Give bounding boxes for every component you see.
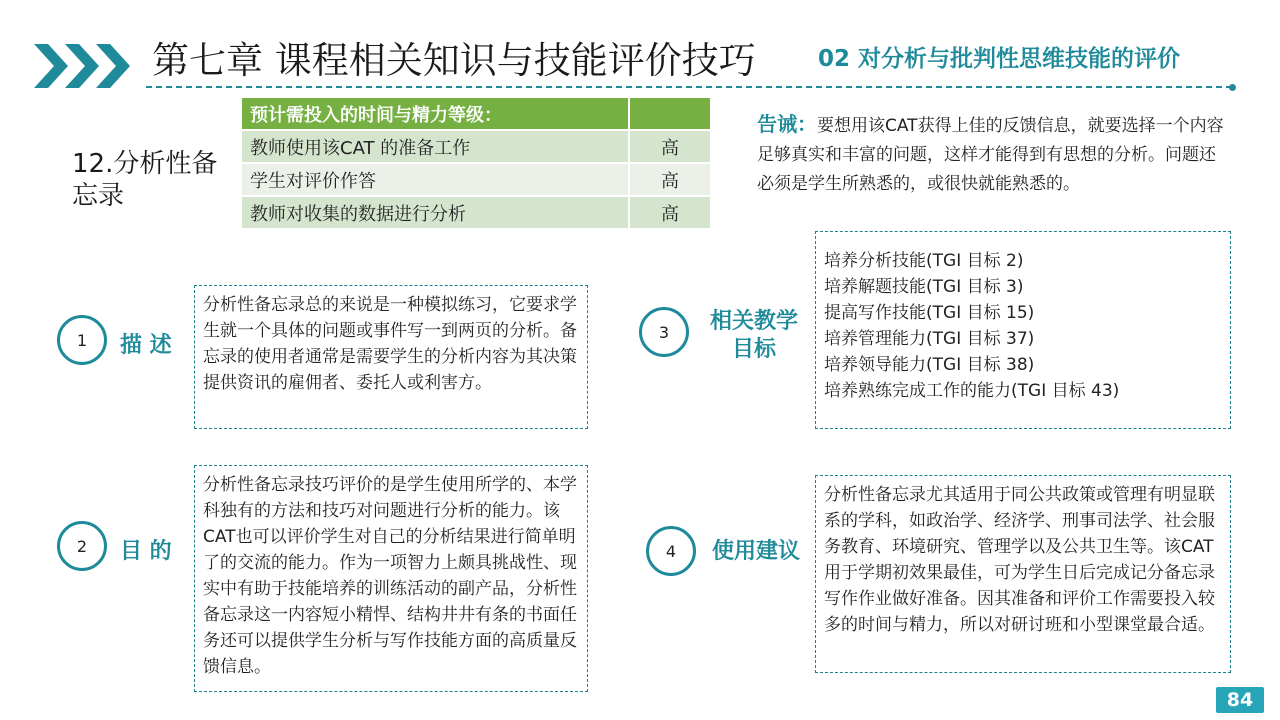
section-number-badge: 1 [57,315,107,365]
section-label-goals [706,308,802,364]
table-row [241,163,711,196]
goals-label-line: 相关教学 [709,309,798,334]
technique-label: 12.分析性备忘录 [72,149,218,211]
effort-table [240,96,712,230]
divider-dot [1229,84,1236,91]
warning-label: 告诫： [757,112,817,136]
goal-item: 培养分析技能(TGI 目标 2) [824,251,1024,271]
purpose-box: 分析性备忘录技巧评价的是学生使用所学的、本学科独有的方法和技巧对问题进行分析的能力。该CAT也可以评价学生对自己的分析结果进行简单明了的交流的能力。作为一项智力上颇具挑战性、现实中有助于技能培养的训练活动的副产品，分析性备忘录这一内容短小精悍、结构井井有条的书面任务还可以提供学生分析与写作技能方面的高质量反馈信息。 [194,465,588,692]
task-cell: 教师使用该CAT 的准备工作 [241,130,629,163]
page-number-badge: 84 [1216,687,1264,713]
level-cell: 高 [629,130,711,163]
goals-label-line: 目标 [731,337,776,362]
goals-list-box [815,231,1231,429]
task-cell: 学生对评价作答 [241,163,629,196]
section-number-badge: 2 [57,521,107,571]
section-label-description: 描 述 [120,333,172,358]
section-number-badge: 3 [639,307,689,357]
warning-note [757,110,1231,199]
section-subtitle: 02 对分析与批判性思维技能的评价 [818,46,1181,72]
table-header-row [241,97,711,130]
header-divider [146,86,1232,88]
goal-item: 培养熟练完成工作的能力(TGI 目标 43) [824,381,1120,401]
level-cell: 高 [629,196,711,229]
task-cell: 教师对收集的数据进行分析 [241,196,629,229]
section-label-usage: 使用建议 [712,539,801,564]
goal-item: 培养领导能力(TGI 目标 38) [824,355,1035,375]
goal-item: 培养解题技能(TGI 目标 3) [824,277,1024,297]
level-cell: 高 [629,163,711,196]
table-header-empty-cell [629,97,711,130]
table-row [241,196,711,229]
warning-text: 要想用该CAT获得上佳的反馈信息，就要选择一个内容足够真实和丰富的问题，这样才能得到有思想的分析。问题还必须是学生所熟悉的，或很快就能熟悉的。 [757,116,1224,194]
description-box: 分析性备忘录总的来说是一种模拟练习，它要求学生就一个具体的问题或事件写一到两页的分析。备忘录的使用者通常是需要学生的分析内容为其决策提供资讯的雇佣者、委托人或利害方。 [194,285,588,429]
usage-box: 分析性备忘录尤其适用于同公共政策或管理有明显联系的学科，如政治学、经济学、刑事司法学、社会服务教育、环境研究、管理学以及公共卫生等。该CAT用于学期初效果最佳，可为学生日后完成记分备忘录写作作业做好准备。因其准备和评价工作需要投入较多的时间与精力，所以对研讨班和小型课堂最合适。 [815,475,1231,673]
section-number-badge: 4 [646,526,696,576]
goal-item: 提高写作技能(TGI 目标 15) [824,303,1035,323]
table-header-cell: 预计需投入的时间与精力等级： [241,97,629,130]
goal-item: 培养管理能力(TGI 目标 37) [824,329,1035,349]
table-row [241,130,711,163]
section-label-purpose: 目 的 [120,539,172,564]
triple-chevron-icon [34,44,134,88]
page-title: 第七章 课程相关知识与技能评价技巧 [152,39,756,82]
